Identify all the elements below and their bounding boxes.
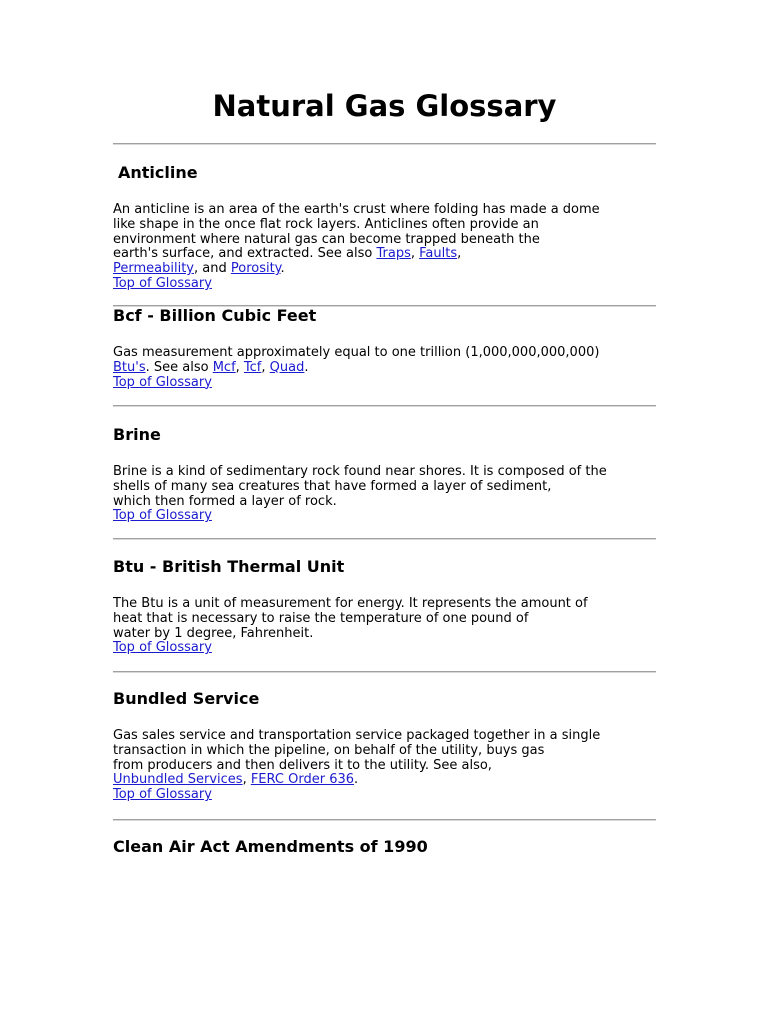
entry-definition <box>113 729 656 803</box>
definition-text: Brine is a kind of sedimentary rock found near shores. It is composed of the <box>113 464 607 479</box>
definition-text: environment where natural gas can become trapped beneath the <box>113 231 540 247</box>
divider <box>113 538 656 540</box>
definition-line <box>113 464 656 480</box>
definition-line <box>113 359 656 376</box>
entry-term: Clean Air Act Amendments of 1990 <box>113 837 428 856</box>
link-tcf[interactable]: Tcf <box>243 359 262 375</box>
definition-text: , <box>410 246 420 262</box>
definition-text: . <box>304 359 309 375</box>
entry-term: Btu - British Thermal Unit <box>113 557 345 576</box>
definition-line <box>113 261 656 277</box>
definition-line <box>113 625 656 642</box>
definition-text: transaction in which the pipeline, on behalf of the utility, buys gas <box>113 742 545 758</box>
definition-line <box>113 345 656 361</box>
link-ferc-order-636[interactable]: FERC Order 636 <box>250 772 355 788</box>
entry-definition <box>113 597 656 656</box>
link-traps[interactable]: Traps <box>376 246 411 262</box>
definition-text: shells of many sea creatures that have formed a layer of sediment, <box>113 478 552 494</box>
link-faults[interactable]: Faults <box>419 246 458 262</box>
glossary-entry <box>113 557 656 656</box>
top-of-glossary-link[interactable]: Top of Glossary <box>113 508 212 524</box>
glossary-entry <box>113 689 656 803</box>
definition-line <box>113 246 656 262</box>
top-link-line <box>113 374 656 391</box>
glossary-entry <box>113 837 656 857</box>
definition-text: , <box>261 359 270 375</box>
entry-term: Bcf - Billion Cubic Feet <box>113 306 317 325</box>
definition-text: Gas sales service and transportation service packaged together in a single <box>113 728 601 743</box>
divider <box>113 143 656 145</box>
entry-term: Anticline <box>118 163 198 182</box>
divider <box>113 671 656 673</box>
definition-text: , <box>457 246 462 262</box>
definition-text: earth's surface, and extracted. See also <box>113 246 377 262</box>
definition-line <box>113 231 656 248</box>
entry-definition <box>113 465 656 524</box>
definition-line <box>113 478 656 495</box>
definition-text: Gas measurement approximately equal to one trillion (1,000,000,000,000) <box>113 345 600 360</box>
definition-line <box>113 610 656 627</box>
top-of-glossary-link[interactable]: Top of Glossary <box>113 640 212 656</box>
definition-text: from producers and then delivers it to the utility. See also, <box>113 757 492 773</box>
link-mcf[interactable]: Mcf <box>212 359 236 375</box>
top-link-line <box>113 275 656 292</box>
definition-text: , <box>235 359 244 375</box>
top-of-glossary-link[interactable]: Top of Glossary <box>113 275 212 291</box>
definition-text: An anticline is an area of the earth's crust where folding has made a dome <box>113 202 600 217</box>
glossary-entry <box>113 425 656 524</box>
definition-text: The Btu is a unit of measurement for energy. It represents the amount of <box>113 596 588 611</box>
link-permeability[interactable]: Permeability <box>113 261 194 277</box>
top-of-glossary-link[interactable]: Top of Glossary <box>113 787 212 803</box>
glossary-entry <box>113 306 656 390</box>
entry-definition <box>113 203 656 292</box>
entry-term: Bundled Service <box>113 689 260 708</box>
link-btu-s[interactable]: Btu's <box>113 359 146 375</box>
page-title: Natural Gas Glossary <box>212 89 557 123</box>
top-link-line <box>113 640 656 656</box>
definition-line <box>113 728 656 744</box>
divider <box>113 405 656 407</box>
definition-line <box>113 216 656 233</box>
definition-line <box>113 596 656 612</box>
definition-line <box>113 772 656 788</box>
definition-text: , and <box>194 261 231 277</box>
definition-text: , <box>242 772 251 788</box>
definition-line <box>113 757 656 774</box>
glossary-entry <box>113 163 656 292</box>
definition-text: water by 1 degree, Fahrenheit. <box>113 625 314 641</box>
top-of-glossary-link[interactable]: Top of Glossary <box>113 374 212 390</box>
definition-line <box>113 202 656 218</box>
definition-text: . See also <box>145 359 213 375</box>
definition-text: heat that is necessary to raise the temperature of one pound of <box>113 610 529 626</box>
definition-text: which then formed a layer of rock. <box>113 493 337 509</box>
top-link-line <box>113 508 656 524</box>
definition-line <box>113 742 656 759</box>
definition-text: . <box>354 772 359 788</box>
link-quad[interactable]: Quad <box>269 359 305 375</box>
link-unbundled-services[interactable]: Unbundled Services <box>113 772 243 788</box>
entry-definition <box>113 346 656 390</box>
link-porosity[interactable]: Porosity <box>230 261 281 277</box>
top-link-line <box>113 787 656 803</box>
definition-text: . <box>280 261 285 277</box>
definition-line <box>113 493 656 510</box>
definition-text: like shape in the once flat rock layers. Anticlines often provide an <box>113 216 539 232</box>
divider <box>113 819 656 821</box>
entry-term: Brine <box>113 425 161 444</box>
